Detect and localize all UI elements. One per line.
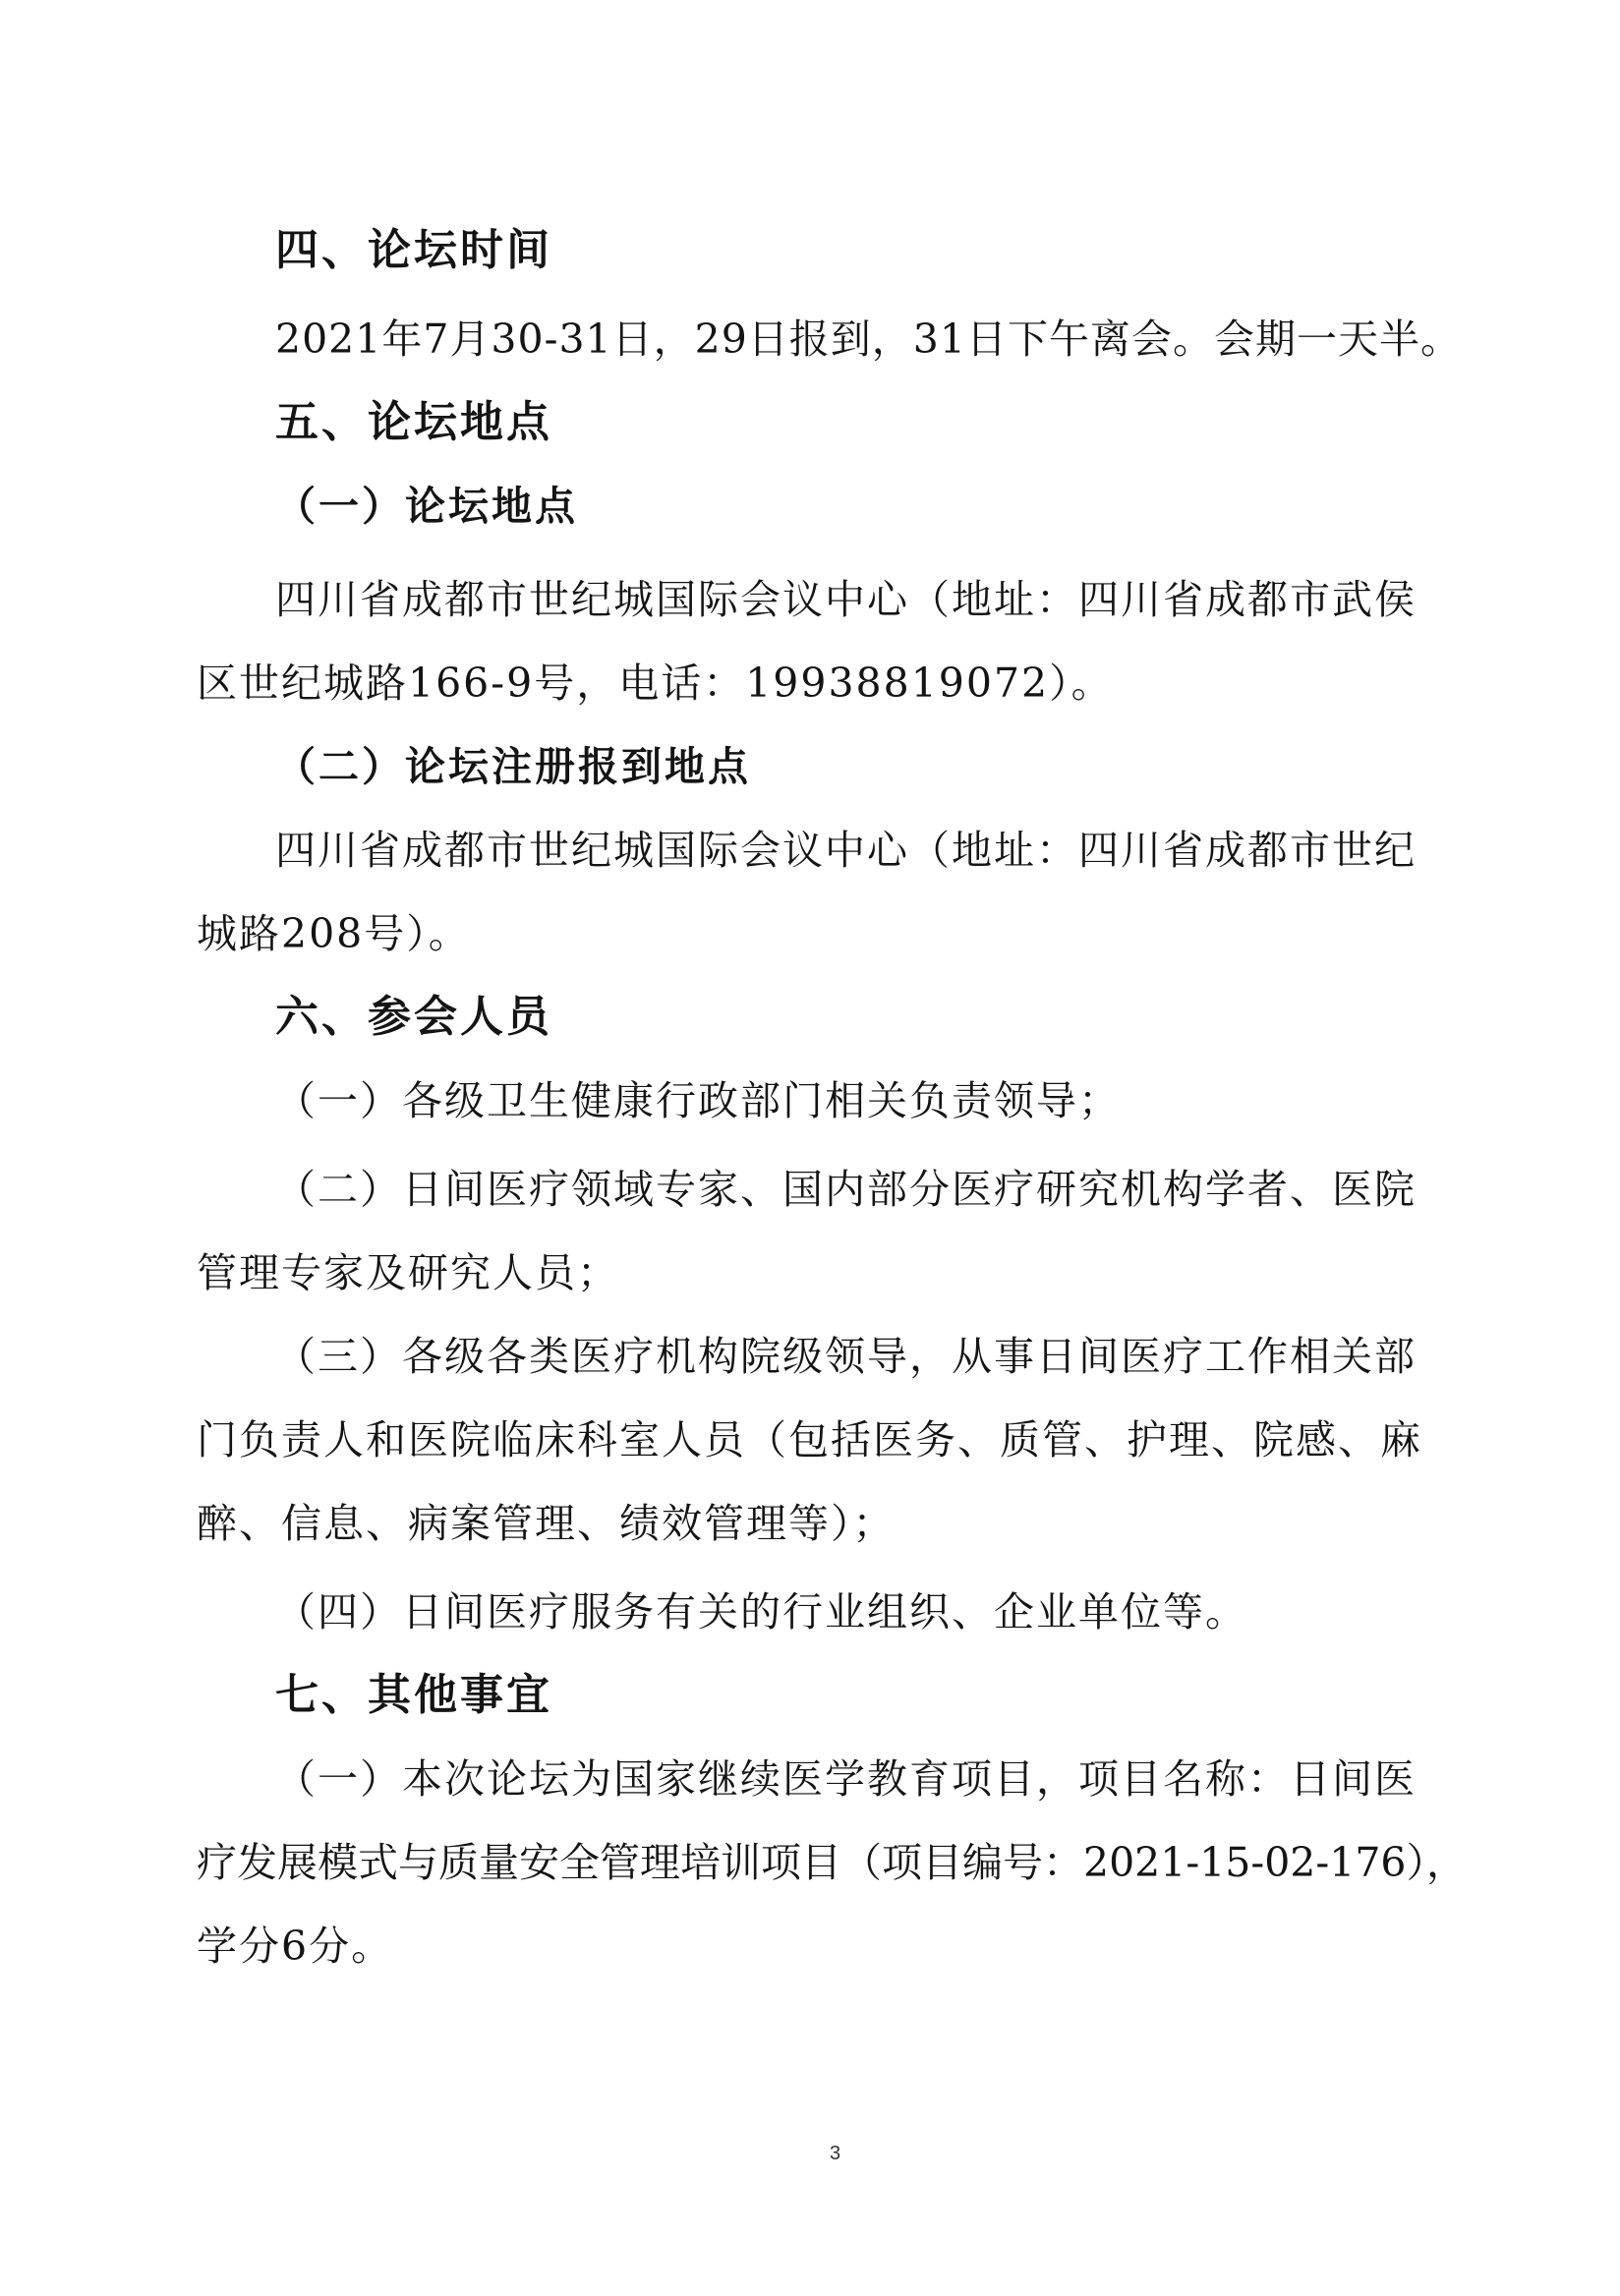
attendees-item-4: （四）日间医疗服务有关的行业组织、企业单位等。 — [275, 1588, 1247, 1636]
page-number: 3 — [830, 2143, 841, 2164]
section-heading-other-matters: 七、其他事宜 — [275, 1670, 552, 1720]
subheading-registration-location: （二）论坛注册报到地点 — [275, 743, 751, 790]
registration-location-text-line-2: 城路208号）。 — [197, 910, 471, 957]
section-heading-forum-time: 四、论坛时间 — [275, 225, 552, 275]
attendees-item-3-line-1: （三）各级各类医疗机构院级领导，从事日间医疗工作相关部 — [275, 1333, 1417, 1380]
attendees-item-2-line-1: （二）日间医疗领域专家、国内部分医疗研究机构学者、医院 — [275, 1166, 1417, 1213]
section-heading-forum-location: 五、论坛地点 — [275, 397, 552, 447]
forum-location-text-line-1: 四川省成都市世纪城国际会议中心（地址：四川省成都市武侯 — [275, 576, 1417, 623]
forum-time-text: 2021年7月30-31日，29日报到，31日下午离会。会期一天半。 — [275, 316, 1462, 363]
attendees-item-3-line-3: 醉、信息、病案管理、绩效管理等）； — [197, 1500, 896, 1547]
section-heading-attendees: 六、参会人员 — [275, 992, 552, 1042]
other-matters-line-3: 学分6分。 — [197, 1923, 394, 1970]
forum-location-text-line-2: 区世纪城路166-9号，电话：19938819072）。 — [197, 660, 1114, 707]
subheading-forum-location: （一）论坛地点 — [275, 483, 578, 530]
attendees-item-3-line-2: 门负责人和医院临床科室人员（包括医务、质管、护理、院感、麻 — [197, 1416, 1422, 1464]
attendees-item-1: （一）各级卫生健康行政部门相关负责领导； — [275, 1077, 1121, 1124]
other-matters-line-1: （一）本次论坛为国家继续医学教育项目，项目名称：日间医 — [275, 1755, 1417, 1803]
registration-location-text-line-1: 四川省成都市世纪城国际会议中心（地址：四川省成都市世纪 — [275, 827, 1417, 874]
attendees-item-2-line-2: 管理专家及研究人员； — [197, 1249, 619, 1296]
other-matters-line-2: 疗发展模式与质量安全管理培训项目（项目编号：2021-15-02-176）， — [197, 1839, 1467, 1886]
